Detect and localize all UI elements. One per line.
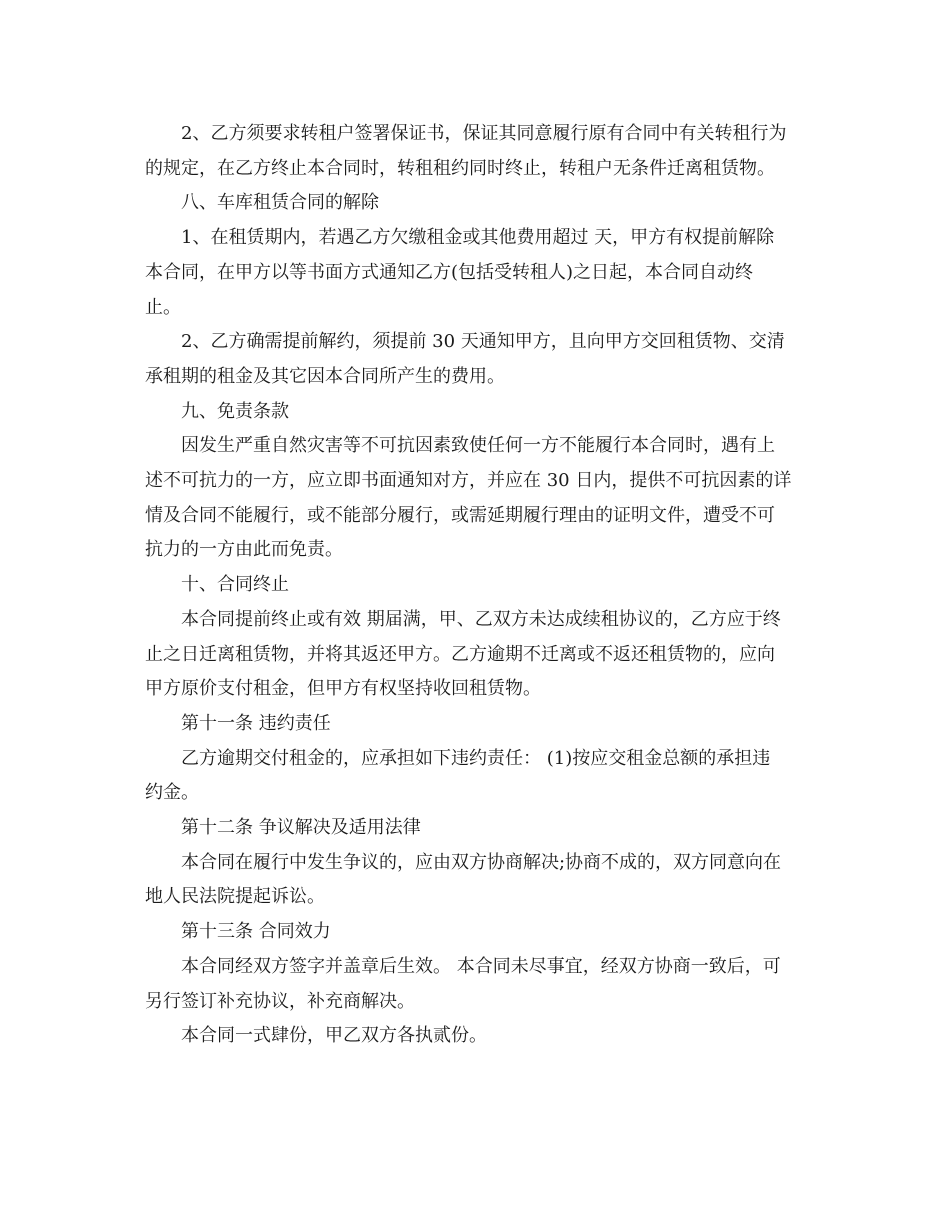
text-line: 承租期的租金及其它因本合同所产生的费用。 xyxy=(145,365,505,387)
paragraph xyxy=(145,811,810,846)
text-line: 第十二条 争议解决及适用法律 xyxy=(181,817,421,839)
text-line: 第十三条 合同效力 xyxy=(181,921,331,943)
text-line: 第十一条 违约责任 xyxy=(181,712,331,734)
paragraph xyxy=(145,117,810,186)
text-line: 止。 xyxy=(145,296,181,318)
paragraph xyxy=(145,1019,810,1054)
text-line: 本合同在履行中发生争议的，应由双方协商解决;协商不成的，双方同意向在 xyxy=(181,851,782,873)
text-line: 地人民法院提起诉讼。 xyxy=(145,886,325,908)
text-line: 本合同，在甲方以等书面方式通知乙方(包括受转租人)之日起，本合同自动终 xyxy=(145,261,754,283)
text-line: 1、在租赁期内，若遇乙方欠缴租金或其他费用超过 天，甲方有权提前解除 xyxy=(181,227,775,249)
paragraph xyxy=(145,603,810,707)
document-body xyxy=(145,117,810,1054)
text-line: 2、乙方须要求转租户签署保证书，保证其同意履行原有合同中有关转租行为 xyxy=(181,123,787,144)
paragraph xyxy=(145,707,810,742)
text-line: 止之日迁离租赁物，并将其返还甲方。乙方逾期不迁离或不返还租赁物的，应向 xyxy=(145,643,775,665)
text-line: 述不可抗力的一方，应立即书面通知对方，并应在 30 日内，提供不可抗因素的详 xyxy=(145,470,792,492)
paragraph xyxy=(145,186,810,221)
text-line: 2、乙方确需提前解约，须提前 30 天通知甲方，且向甲方交回租赁物、交清 xyxy=(181,331,785,353)
paragraph xyxy=(145,221,810,325)
text-line: 九、免责条款 xyxy=(181,400,289,422)
text-line: 情及合同不能履行，或不能部分履行，或需延期履行理由的证明文件，遭受不可 xyxy=(145,504,775,526)
text-line: 抗力的一方由此而免责。 xyxy=(145,539,343,561)
paragraph xyxy=(145,915,810,950)
text-line: 另行签订补充协议，补充商解决。 xyxy=(145,990,415,1012)
paragraph xyxy=(145,325,810,394)
text-line: 乙方逾期交付租金的，应承担如下违约责任： (1)按应交租金总额的承担违 xyxy=(181,747,771,769)
text-line: 甲方原价支付租金，但甲方有权坚持收回租赁物。 xyxy=(145,678,541,700)
paragraph xyxy=(145,742,810,811)
text-line: 八、车库租赁合同的解除 xyxy=(181,192,379,214)
text-line: 十、合同终止 xyxy=(181,574,289,596)
text-line: 本合同一式肆份，甲乙双方各执贰份。 xyxy=(181,1025,487,1047)
paragraph xyxy=(145,395,810,430)
text-line: 的规定，在乙方终止本合同时，转租租约同时终止，转租户无条件迁离租赁物。 xyxy=(145,157,775,179)
paragraph xyxy=(145,950,810,1019)
paragraph xyxy=(145,846,810,915)
text-line: 因发生严重自然灾害等不可抗因素致使任何一方不能履行本合同时，遇有上 xyxy=(181,435,775,457)
text-line: 本合同提前终止或有效 期届满，甲、乙双方未达成续租协议的，乙方应于终 xyxy=(181,608,781,630)
paragraph xyxy=(145,568,810,603)
paragraph xyxy=(145,429,810,568)
text-line: 本合同经双方签字并盖章后生效。 本合同未尽事宜，经双方协商一致后，可 xyxy=(181,955,781,977)
text-line: 约金。 xyxy=(145,782,199,804)
